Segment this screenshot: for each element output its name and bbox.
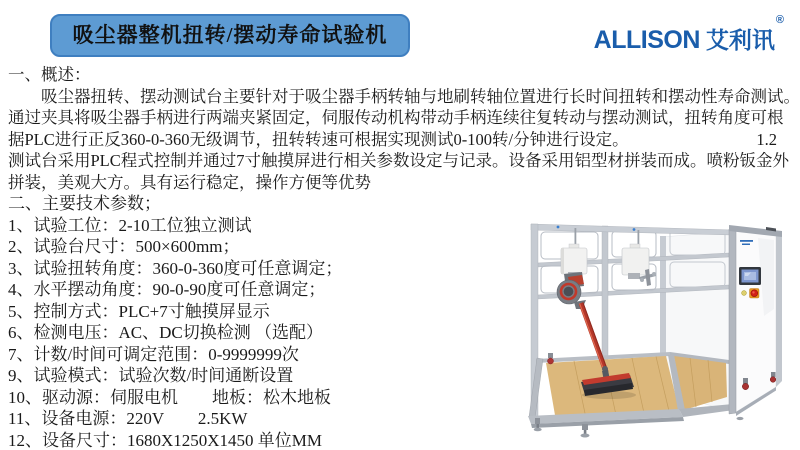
spec-item: 5、控制方式：PLC+7寸触摸屏显示 [8, 301, 270, 321]
overview-heading: 一、概述： [8, 65, 91, 84]
spec-item: 10、驱动源：伺服电机 地板：松木地板 [8, 387, 331, 407]
emergency-stop-button [750, 289, 760, 299]
spec-item: 3、试验扭转角度：360-0-360度可任意调定； [8, 258, 343, 278]
overview-line-fragment: 1.2 [756, 129, 777, 149]
spec-item: 6、检测电压：AC、DC切换检测 （选配） [8, 323, 323, 342]
spec-item: 9、试验模式：试验次数/时间通断设置 [8, 366, 294, 385]
specs-heading: 二、主要技术参数； [8, 194, 161, 213]
overview-line-text: 据PLC进行正反360-0-360无级调节，扭转转速可根据实现测试0-100转/分钟进行设定。 [8, 129, 629, 149]
spec-item: 2、试验台尺寸：500×600mm； [8, 237, 240, 256]
touch-screen [739, 267, 761, 285]
overview-line: 吸尘器扭转、摆动测试台主要针对于吸尘器手柄转轴与地刷转轴位置进行长时间扭转和摆动性寿命测试。 [8, 86, 800, 106]
control-cabinet [729, 225, 782, 420]
spec-item: 7、计数/时间可调定范围：0-9999999次 [8, 344, 299, 364]
machine-photo [524, 214, 784, 446]
cabinet-label-mark [740, 240, 753, 242]
brand-logo [593, 14, 784, 55]
overview-line: 拼装，美观大方。具有运行稳定，操作方便等优势 [8, 172, 371, 192]
page-title: 吸尘器整机扭转/摆动寿命试验机 [50, 14, 410, 57]
servo-fixture-left [561, 228, 587, 279]
spec-item: 4、水平摆动角度：90-0-90度可任意调定； [8, 280, 326, 299]
spec-item: 12、设备尺寸：1680X1250X1450 单位MM [8, 430, 323, 450]
brand-logo-en: ALLISON [593, 26, 700, 54]
spec-item: 1、试验工位：2-10工位独立测试 [8, 215, 252, 235]
overview-line [8, 129, 777, 151]
overview-line: 通过夹具将吸尘器手柄进行两端夹紧固定，伺服传动机构带动手柄连续往复转动与摆动测试，扭转角度可根 [8, 108, 784, 127]
spec-item: 11、设备电源：220V 2.5KW [8, 409, 248, 428]
indicator-button [742, 291, 747, 296]
registered-trademark-icon: ® [775, 14, 784, 26]
brand-logo-cn: 艾利讯 [705, 27, 775, 53]
overview-line: 测试台采用PLC程式控制并通过7寸触摸屏进行相关参数设定与记录。设备采用铝型材拼装而成。喷粉钣金外 [8, 151, 790, 170]
